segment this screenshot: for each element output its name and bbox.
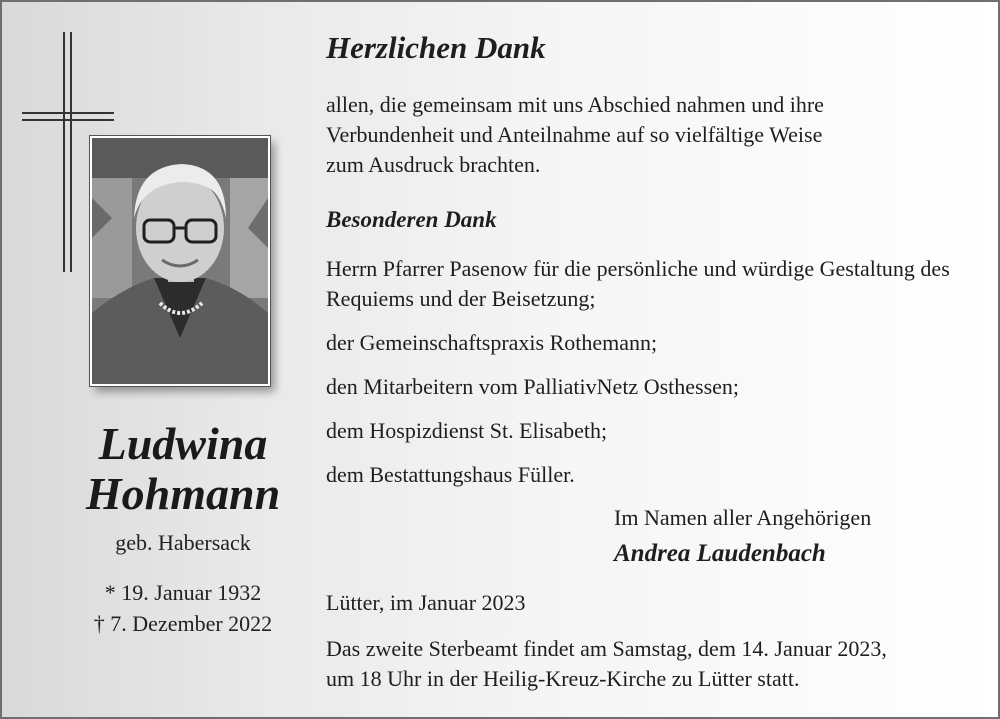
intro-line: zum Ausdruck brachten. — [326, 152, 541, 177]
special-thanks-item: der Gemeinschaftspraxis Rothemann; — [326, 330, 658, 355]
birth-name: geb. Habersack — [115, 530, 251, 555]
special-thanks-item: Herrn Pfarrer Pasenow für die persönliche und würdige Gestaltung des Requiems und der Beisetzung; — [326, 256, 950, 311]
special-thanks-item: dem Hospizdienst St. Elisabeth; — [326, 418, 608, 443]
birth-date: * 19. Januar 1932 — [104, 580, 262, 605]
notice-line: Das zweite Sterbeamt findet am Samstag, dem 14. Januar 2023, — [326, 636, 887, 661]
special-thanks-item: den Mitarbeitern vom PalliativNetz Osthessen; — [326, 374, 740, 399]
thanks-intro — [326, 90, 976, 180]
special-thanks-list — [326, 254, 976, 504]
deceased-last-name: Hohmann — [85, 468, 281, 519]
thanks-heading: Herzlichen Dank — [326, 30, 546, 65]
signoff-name: Andrea Laudenbach — [614, 540, 826, 567]
deceased-first-name: Ludwina — [98, 418, 268, 469]
signoff-intro: Im Namen aller Angehörigen — [614, 505, 872, 530]
place-date: Lütter, im Januar 2023 — [326, 590, 526, 615]
mass-notice — [326, 634, 986, 694]
notice-line: um 18 Uhr in der Heilig-Kreuz-Kirche zu Lütter statt. — [326, 666, 800, 691]
death-date: † 7. Dezember 2022 — [93, 611, 273, 636]
special-thanks-heading: Besonderen Dank — [326, 207, 497, 232]
intro-line: allen, die gemeinsam mit uns Abschied nahmen und ihre — [326, 92, 824, 117]
intro-line: Verbundenheit und Anteilnahme auf so vielfältige Weise — [326, 122, 823, 147]
special-thanks-item: dem Bestattungshaus Füller. — [326, 462, 575, 487]
portrait-photo — [90, 136, 270, 386]
